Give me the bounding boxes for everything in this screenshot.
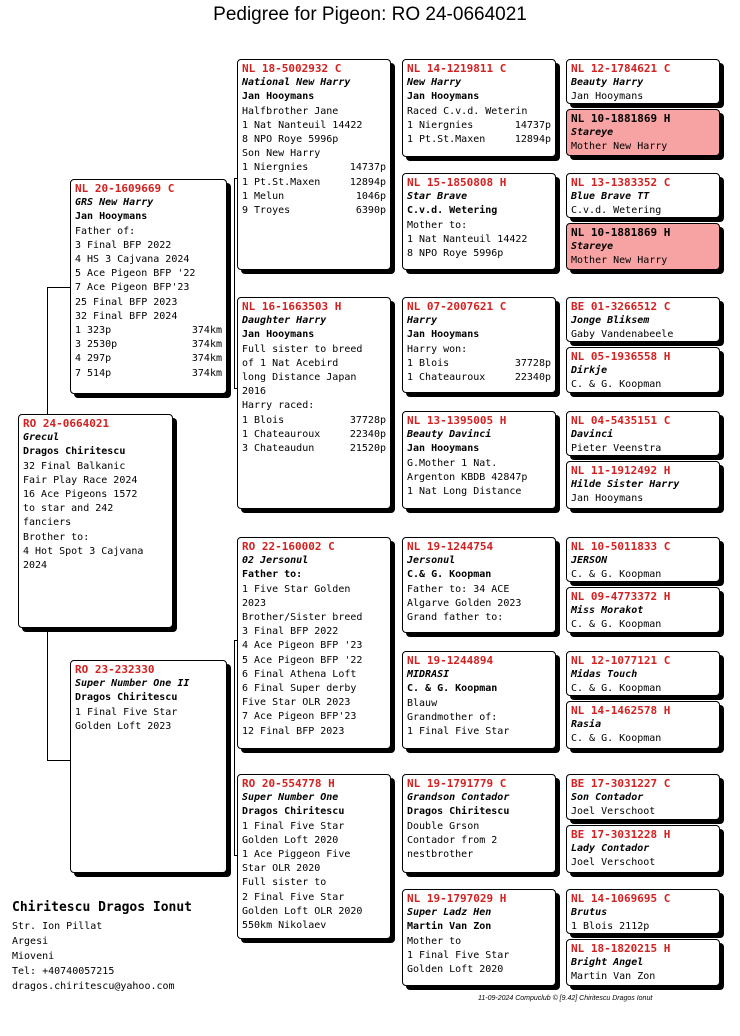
ancestor-card[interactable] (566, 701, 720, 749)
connector (47, 287, 48, 414)
race-value: 374km (191, 367, 222, 379)
race-place: 4 297p (75, 353, 112, 365)
race-result (242, 204, 386, 218)
pedigree-note: Algarve Golden 2023 (407, 597, 522, 609)
pigeon-name: Son Contador (571, 792, 644, 804)
pedigree-note: 1 Ace Piggeon Five (242, 849, 351, 861)
connector (47, 760, 70, 761)
pedigree-note: Father of: (75, 225, 136, 237)
pedigree-note: Harry won: (407, 343, 468, 355)
ring-number: NL 19-1791779 C (407, 777, 507, 790)
granddam-maternal-card[interactable] (237, 774, 391, 939)
race-value: 6390p (355, 205, 386, 217)
pedigree-note: Mother to (407, 935, 462, 947)
sire-card[interactable] (70, 179, 227, 394)
pedigree-note: 550km Nikolaev (242, 920, 327, 932)
pedigree-note: 1 Final Five Star (407, 949, 510, 961)
owner: Dragos Chiritescu (23, 446, 126, 458)
pedigree-note: Halfbrother Jane (242, 105, 339, 117)
pigeon-name: Blue Brave TT (571, 191, 650, 203)
race-place: 1 Niergnies (407, 119, 474, 131)
race-place: 1 323p (75, 325, 112, 337)
race-result (242, 428, 386, 442)
footer-text: 11-09-2024 Compuclub © [9.42] Chiritescu Dragos Ionut (478, 995, 653, 1002)
pigeon-name: Midas Touch (571, 669, 638, 681)
ancestor-card[interactable] (566, 347, 720, 393)
ring-number: NL 13-1395005 H (407, 414, 507, 427)
owner: Jan Hooymans (407, 329, 480, 341)
race-value: 1046p (355, 190, 386, 202)
grandsire-maternal-card[interactable] (237, 537, 391, 749)
race-value: 14737p (514, 119, 551, 131)
ancestor-card[interactable] (566, 109, 720, 156)
race-place: 1 Chateauroux (407, 372, 486, 384)
ring-number: NL 10-1881869 H (571, 112, 671, 125)
race-result (75, 324, 222, 338)
grandsire-paternal-card[interactable] (237, 59, 391, 270)
pedigree-note: 8 NPO Roye 5996p (242, 134, 339, 146)
pedigree-note: 5 Ace Pigeon BFP '22 (242, 654, 363, 666)
pedigree-note: 12 Final BFP 2023 (242, 725, 345, 737)
pedigree-note: 4 Hot Spot 3 Cajvana (23, 545, 144, 557)
race-place: 1 Blois (242, 414, 285, 426)
race-place: 1 Chateauroux (242, 428, 321, 440)
owner: C. & G. Koopman (571, 619, 662, 631)
ring-number: NL 12-1077121 C (571, 654, 671, 667)
race-place: 7 514p (75, 367, 112, 379)
breeder-address (12, 919, 192, 994)
great-grandparent-card[interactable] (402, 774, 556, 873)
breeder-info (12, 900, 192, 994)
pedigree-note: Father to: 34 ACE (407, 583, 510, 595)
race-result (242, 176, 386, 190)
pigeon-name: Grandson Contador (407, 792, 510, 804)
ring-number: NL 14-1219811 C (407, 62, 507, 75)
pigeon-name: New Harry (407, 77, 462, 89)
pedigree-note: Five Star OLR 2023 (242, 697, 351, 709)
pedigree-note: Blauw (407, 697, 438, 709)
ring-number: RO 23-232330 (75, 663, 155, 676)
owner: Dragos Chiritescu (242, 806, 345, 818)
pedigree-note: 32 Final Balkanic (23, 460, 126, 472)
owner: Mother New Harry (571, 255, 668, 267)
owner: C.v.d. Wetering (571, 205, 662, 217)
pedigree-note: Golden Loft OLR 2020 (242, 905, 363, 917)
pedigree-note: Full sister to breed (242, 343, 363, 355)
pigeon-name: Harry (407, 315, 438, 327)
pedigree-note: of 1 Nat Acebird (242, 357, 339, 369)
owner: Martin Van Zon (407, 921, 492, 933)
pedigree-note: Grandmother of: (407, 711, 498, 723)
great-grandparent-card[interactable] (402, 173, 556, 270)
pedigree-note: Harry raced: (242, 400, 315, 412)
pedigree-note: 6 Final Super derby (242, 683, 357, 695)
ring-number: NL 10-5011833 C (571, 540, 671, 553)
ring-number: NL 18-5002932 C (242, 62, 342, 75)
pedigree-note: 7 Ace Pigeon BFP'23 (75, 282, 190, 294)
owner: Pieter Veenstra (571, 443, 662, 455)
owner: Jan Hooymans (75, 211, 148, 223)
great-grandparent-card[interactable] (402, 537, 556, 633)
ring-number: NL 10-1881869 H (571, 226, 671, 239)
pedigree-note: long Distance Japan (242, 372, 357, 384)
pedigree-note: nestbrother (407, 849, 474, 861)
pigeon-name: MIDRASI (407, 669, 450, 681)
pedigree-note: Full sister to (242, 877, 327, 889)
ring-number: NL 13-1383352 C (571, 176, 671, 189)
ancestor-card[interactable] (566, 939, 720, 986)
pedigree-note: 1 Nat Nanteuil 14422 (407, 233, 528, 245)
ancestor-card[interactable] (566, 173, 720, 218)
race-result (75, 338, 222, 352)
pedigree-note: Brother to: (23, 531, 90, 543)
pigeon-name: Hilde Sister Harry (571, 479, 680, 491)
race-value: 22340p (514, 372, 551, 384)
pedigree-note: 32 Final BFP 2024 (75, 310, 178, 322)
owner: Jan Hooymans (407, 91, 480, 103)
pedigree-note: 1 Nat Nanteuil 14422 (242, 119, 363, 131)
owner: Gaby Vandenabeele (571, 329, 674, 341)
pigeon-name: Super Number One (242, 792, 339, 804)
pigeon-name: Super Number One II (75, 678, 190, 690)
great-grandparent-card[interactable] (402, 297, 556, 393)
race-result (75, 352, 222, 366)
pedigree-note: fanciers (23, 517, 72, 529)
race-value: 37728p (349, 414, 386, 426)
pigeon-name: Beauty Davinci (407, 429, 492, 441)
race-result (407, 357, 551, 371)
race-result (242, 414, 386, 428)
race-place: 9 Troyes (242, 205, 291, 217)
ancestor-card[interactable] (566, 825, 720, 873)
pedigree-note: Mother to: (407, 219, 468, 231)
race-result (242, 161, 386, 175)
owner: C. & G. Koopman (571, 733, 662, 745)
pigeon-name: Lady Contador (571, 843, 650, 855)
pedigree-note: Golden Loft 2020 (407, 964, 504, 976)
ring-number: RO 22-160002 C (242, 540, 335, 553)
pedigree-note: 4 HS 3 Cajvana 2024 (75, 254, 190, 266)
ring-number: NL 19-1244754 (407, 540, 494, 553)
breeder-line: Tel: +40740057215 (12, 966, 115, 977)
pedigree-note: 1 Five Star Golden (242, 583, 351, 595)
owner: Jan Hooymans (571, 493, 644, 505)
pigeon-name: GRS New Harry (75, 197, 154, 209)
ring-number: NL 09-4773372 H (571, 590, 671, 603)
pigeon-name: Stareye (571, 241, 614, 253)
ring-number: NL 14-1462578 H (571, 704, 671, 717)
race-value: 21520p (349, 443, 386, 455)
race-value: 12894p (514, 134, 551, 146)
race-place: 3 2530p (75, 339, 118, 351)
subject-card[interactable] (18, 414, 173, 628)
breeder-line: Mioveni (12, 951, 55, 962)
breeder-line: Argesi (12, 936, 49, 947)
pigeon-name: Jonge Bliksem (571, 315, 650, 327)
ring-number: NL 16-1663503 H (242, 300, 342, 313)
pedigree-note: 1 Final Five Star (407, 726, 510, 738)
pedigree-note: 5 Ace Pigeon BFP '22 (75, 268, 196, 280)
pigeon-name: Davinci (571, 429, 614, 441)
race-place: 3 Chateaudun (242, 443, 315, 455)
connector (234, 178, 235, 388)
ancestor-card[interactable] (566, 537, 720, 582)
owner: Martin Van Zon (571, 971, 656, 983)
great-grandparent-card[interactable] (402, 59, 556, 157)
ring-number: NL 07-2007621 C (407, 300, 507, 313)
granddam-paternal-card[interactable] (237, 297, 391, 509)
pedigree-note: 25 Final BFP 2023 (75, 296, 178, 308)
ring-number: RO 20-554778 H (242, 777, 335, 790)
owner: Jan Hooymans (242, 329, 315, 341)
pedigree-note: 1 Final Five Star (75, 706, 178, 718)
pigeon-name: Brutus (571, 907, 608, 919)
pedigree-note: 4 Ace Pigeon BFP '23 (242, 640, 363, 652)
connector (47, 287, 70, 288)
ring-number: BE 01-3266512 C (571, 300, 671, 313)
race-value: 374km (191, 353, 222, 365)
owner: C.& G. Koopman (407, 569, 492, 581)
pigeon-name: Super Ladz Hen (407, 907, 492, 919)
page-title: Pedigree for Pigeon: RO 24-0664021 (213, 4, 527, 25)
pedigree-note: 2016 (242, 386, 267, 398)
ancestor-card[interactable] (566, 889, 720, 934)
breeder-line: Str. Ion Pillat (12, 921, 103, 932)
pigeon-name: Bright Angel (571, 957, 644, 969)
connector (234, 640, 235, 855)
owner: C. & G. Koopman (571, 683, 662, 695)
owner: C. & G. Koopman (407, 683, 498, 695)
dam-card[interactable] (70, 660, 227, 873)
pigeon-name: Jersonul (407, 555, 456, 567)
pigeon-name: Grecul (23, 432, 60, 444)
breeder-name: Chiritescu Dragos Ionut (12, 900, 193, 915)
race-place: 1 Niergnies (242, 162, 309, 174)
pigeon-name: Dirkje (571, 365, 608, 377)
pigeon-name: Rasia (571, 719, 602, 731)
connector (47, 628, 48, 760)
owner: Jan Hooymans (571, 91, 644, 103)
owner: Jan Hooymans (407, 443, 480, 455)
ring-number: NL 20-1609669 C (75, 182, 175, 195)
ring-number: NL 05-1936558 H (571, 350, 671, 363)
pedigree-note: Double Grson (407, 820, 480, 832)
pedigree-note: Brother/Sister breed (242, 612, 363, 624)
pigeon-name: JERSON (571, 555, 608, 567)
race-result (75, 367, 222, 381)
owner: C. & G. Koopman (571, 569, 662, 581)
pedigree-note: 3 Final BFP 2022 (242, 626, 339, 638)
pedigree-note: Fair Play Race 2024 (23, 474, 138, 486)
pedigree-note: 8 NPO Roye 5996p (407, 248, 504, 260)
great-grandparent-card[interactable] (402, 889, 556, 986)
ancestor-card[interactable] (566, 297, 720, 342)
race-value: 14737p (349, 162, 386, 174)
pigeon-name: Beauty Harry (571, 77, 644, 89)
race-value: 374km (191, 339, 222, 351)
ring-number: BE 17-3031227 C (571, 777, 671, 790)
pedigree-note: Argenton KBDB 42847p (407, 471, 528, 483)
owner: Dragos Chiritescu (75, 692, 178, 704)
race-result (242, 442, 386, 456)
ring-number: NL 18-1820215 H (571, 942, 671, 955)
pigeon-name: Star Brave (407, 191, 468, 203)
pedigree-note: 16 Ace Pigeons 1572 (23, 489, 138, 501)
owner: C. & G. Koopman (571, 379, 662, 391)
ring-number: NL 15-1850808 H (407, 176, 507, 189)
race-result (407, 371, 551, 385)
pedigree-note: 1 Final Five Star (242, 820, 345, 832)
pigeon-name: National New Harry (242, 77, 351, 89)
owner: Jan Hooymans (242, 91, 315, 103)
pedigree-note: Contador from 2 (407, 834, 498, 846)
race-result (407, 119, 551, 133)
pigeon-name: 02 Jersonul (242, 555, 309, 567)
pedigree-note: to star and 242 (23, 503, 114, 515)
ancestor-card[interactable] (566, 223, 720, 270)
race-value: 374km (191, 325, 222, 337)
pedigree-note: 7 Ace Pigeon BFP'23 (242, 711, 357, 723)
race-place: 1 Blois (407, 357, 450, 369)
race-value: 22340p (349, 428, 386, 440)
owner: Father to: (242, 569, 303, 581)
pigeon-name: Miss Morakot (571, 605, 644, 617)
ancestor-card[interactable] (566, 587, 720, 633)
race-value: 12894p (349, 176, 386, 188)
pedigree-note: 2023 (242, 597, 267, 609)
pedigree-note: 3 Final BFP 2022 (75, 239, 172, 251)
owner: Dragos Chiritescu (407, 806, 510, 818)
owner: C.v.d. Wetering (407, 205, 498, 217)
great-grandparent-card[interactable] (402, 651, 556, 749)
pedigree-note: Son New Harry (242, 148, 321, 160)
breeder-line: dragos.chiritescu@yahoo.com (12, 981, 175, 992)
pedigree-note: Star OLR 2020 (242, 863, 321, 875)
ancestor-card[interactable] (566, 59, 720, 104)
pigeon-name: Stareye (571, 127, 614, 139)
pedigree-note: Golden Loft 2020 (242, 834, 339, 846)
race-result (407, 133, 551, 147)
pedigree-note: 2 Final Five Star (242, 891, 345, 903)
race-value: 37728p (514, 357, 551, 369)
race-result (242, 190, 386, 204)
ring-number: NL 12-1784621 C (571, 62, 671, 75)
ring-number: NL 11-1912492 H (571, 464, 671, 477)
pedigree-note: 1 Nat Long Distance (407, 486, 522, 498)
ring-number: RO 24-0664021 (23, 417, 110, 430)
ring-number: NL 14-1069695 C (571, 892, 671, 905)
owner: Mother New Harry (571, 141, 668, 153)
race-place: 1 Pt.St.Maxen (242, 176, 321, 188)
ancestor-card[interactable] (566, 651, 720, 696)
ancestor-card[interactable] (566, 411, 720, 456)
pigeon-name: Daughter Harry (242, 315, 327, 327)
ring-number: NL 19-1797029 H (407, 892, 507, 905)
ring-number: NL 19-1244894 (407, 654, 494, 667)
pedigree-note: G.Mother 1 Nat. (407, 457, 498, 469)
pedigree-note: Grand father to: (407, 612, 504, 624)
owner: 1 Blois 2112p (571, 921, 650, 933)
ring-number: BE 17-3031228 H (571, 828, 671, 841)
great-grandparent-card[interactable] (402, 411, 556, 509)
ancestor-card[interactable] (566, 774, 720, 820)
pedigree-note: 2024 (23, 560, 48, 572)
owner: Joel Verschoot (571, 806, 656, 818)
race-place: 1 Pt.St.Maxen (407, 134, 486, 146)
race-place: 1 Melun (242, 190, 285, 202)
pedigree-note: Raced C.v.d. Weterin (407, 105, 528, 117)
ring-number: NL 04-5435151 C (571, 414, 671, 427)
pedigree-note: 6 Final Athena Loft (242, 668, 357, 680)
owner: Joel Verschoot (571, 857, 656, 869)
pedigree-note: Golden Loft 2023 (75, 720, 172, 732)
ancestor-card[interactable] (566, 461, 720, 509)
